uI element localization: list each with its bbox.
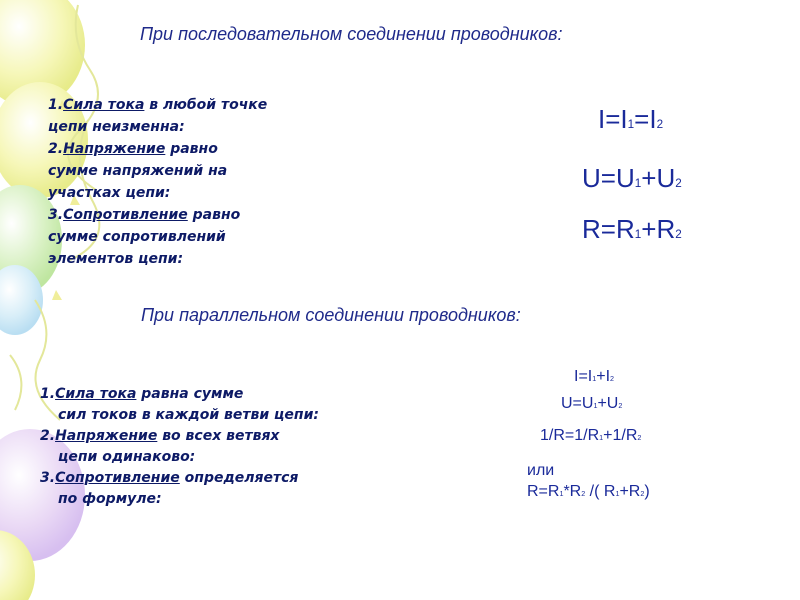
formula-part: +1/R: [603, 427, 638, 444]
formula-subscript: 1: [634, 177, 642, 190]
formula-subscript: 1: [627, 118, 635, 131]
formula-part: I=I: [598, 104, 628, 134]
parallel-or-label: или: [527, 462, 555, 479]
series-rules: [48, 94, 267, 270]
rule-term-current: Сила тока: [55, 386, 137, 402]
rule-text: равно: [165, 141, 218, 157]
rule-text: сумме сопротивлений: [48, 229, 226, 245]
series-heading: При последовательном соединении проводников:: [140, 24, 563, 44]
formula-subscript: 2: [656, 118, 664, 131]
formula-part: ): [644, 483, 650, 500]
rule-number: 1.: [40, 386, 56, 402]
parallel-formula-current: [574, 368, 614, 386]
rule-text: цепи одинаково:: [58, 449, 196, 465]
rule-text: определяется: [179, 470, 299, 486]
formula-subscript: 2: [581, 489, 586, 498]
formula-subscript: 1: [599, 433, 604, 442]
rule-text: равна сумме: [136, 386, 244, 402]
series-rule-voltage: [48, 138, 267, 160]
formula-part: U=U: [561, 395, 594, 412]
rule-term-resistance: Сопротивление: [55, 470, 180, 486]
parallel-formula-product: [527, 483, 650, 501]
rule-text: элементов цепи:: [48, 251, 184, 267]
formula-subscript: 1: [592, 374, 597, 383]
formula-subscript: 1: [559, 489, 564, 498]
rule-number: 2.: [48, 141, 64, 157]
rule-text: в любой точке: [144, 97, 268, 113]
rule-number: 3.: [48, 207, 64, 223]
formula-subscript: 2: [610, 374, 615, 383]
formula-part: *R: [563, 483, 582, 500]
series-formula-current: [598, 104, 663, 135]
formula-subscript: 2: [675, 228, 682, 241]
formula-subscript: 1: [615, 489, 620, 498]
rule-number: 1.: [48, 97, 64, 113]
rule-term-voltage: Напряжение: [55, 428, 158, 444]
rule-text: сумме напряжений на: [48, 163, 228, 179]
rule-term-resistance: Сопротивление: [63, 207, 188, 223]
rule-number: 2.: [40, 428, 56, 444]
parallel-rules: [40, 384, 319, 510]
rule-number: 3.: [40, 470, 56, 486]
formula-subscript: 2: [637, 433, 642, 442]
formula-part: +R: [641, 214, 676, 244]
rule-text: участках цепи:: [48, 185, 171, 201]
series-formula-resistance: [582, 214, 682, 245]
series-rule-current: [48, 94, 267, 116]
formula-subscript: 2: [640, 489, 645, 498]
formula-part: 1/R=1/R: [540, 427, 600, 444]
parallel-rule-current: [40, 384, 319, 405]
formula-part: +I: [596, 368, 611, 385]
formula-subscript: 1: [634, 228, 642, 241]
formula-part: +U: [641, 163, 676, 193]
formula-subscript: 2: [618, 401, 623, 410]
rule-text: сил токов в каждой ветви цепи:: [58, 407, 320, 423]
rule-term-current: Сила тока: [63, 97, 145, 113]
formula-part: R=R: [527, 483, 560, 500]
formula-subscript: 1: [593, 401, 598, 410]
series-formula-voltage: [582, 163, 682, 194]
formula-part: R=R: [582, 214, 635, 244]
formula-part: I=I: [574, 368, 593, 385]
formula-part: +U: [597, 395, 619, 412]
formula-subscript: 2: [675, 177, 682, 190]
formula-part: /( R: [585, 483, 616, 500]
rule-text: во всех ветвях: [157, 428, 280, 444]
series-rule-resistance: [48, 204, 267, 226]
parallel-rule-resistance: [40, 468, 319, 489]
parallel-rule-voltage: [40, 426, 319, 447]
parallel-heading: При параллельном соединении проводников:: [141, 305, 521, 325]
parallel-formula-voltage: [561, 395, 622, 413]
formula-part: U=U: [582, 163, 635, 193]
rule-term-voltage: Напряжение: [63, 141, 166, 157]
formula-part: =I: [634, 104, 657, 134]
rule-text: цепи неизменна:: [48, 119, 185, 135]
rule-text: равно: [187, 207, 241, 223]
formula-part: +R: [619, 483, 641, 500]
parallel-formula-reciprocal: [540, 427, 641, 445]
rule-text: по формуле:: [58, 491, 162, 507]
